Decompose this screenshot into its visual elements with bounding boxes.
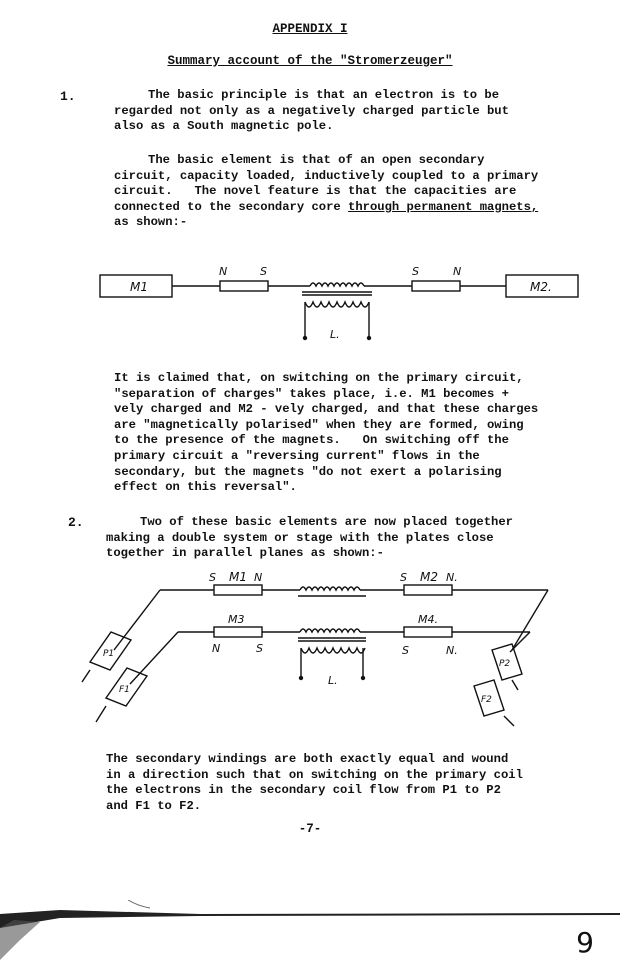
label-p1: P1 (103, 649, 115, 659)
section-1-paragraph-2 (114, 153, 538, 231)
handwritten-page-number: 9 (576, 926, 594, 959)
magnet-m1 (214, 585, 262, 595)
pole-label: S (400, 571, 407, 584)
text-line: as shown:- (114, 215, 188, 230)
pole-label: N (219, 265, 228, 278)
label-f1: F1 (119, 685, 130, 695)
text-line: secondary, but the magnets "do not exert a polarising (114, 464, 502, 479)
label-m1: M1 (130, 280, 148, 294)
label-m2: M2. (530, 280, 552, 294)
text-line: the electrons in the secondary coil flow from P1 to P2 (106, 783, 501, 798)
section-1-paragraph-3 (114, 371, 538, 496)
text-line: to the presence of the magnets. On switching off the (114, 433, 509, 448)
text-line (114, 200, 538, 216)
magnet-left (220, 281, 268, 291)
pole-label: S (209, 571, 216, 584)
magnet-right (412, 281, 460, 291)
text-line: regarded not only as a negatively charged particle but (114, 103, 509, 118)
pole-label: N (254, 571, 263, 584)
text-line: The basic principle is that an electron is to be (148, 88, 500, 102)
label-m1: M1 (229, 570, 247, 584)
underlined-text: through permanent magnets, (348, 199, 539, 214)
text-line: are "magnetically polarised" when they are formed, owing (114, 417, 524, 432)
section-1-paragraph-1 (114, 88, 509, 135)
subtitle: Summary account of the "Stromerzeuger" (167, 54, 453, 68)
coil-label: L. (330, 328, 340, 341)
text-line: circuit, capacity loaded, inductively coupled to a primary (114, 168, 539, 183)
section-2-number: 2. (68, 515, 84, 530)
label-p2: P2 (499, 659, 511, 669)
appendix-title: APPENDIX I (272, 22, 348, 36)
text-line: in a direction such that on switching on the primary coil (106, 767, 523, 782)
pole-label: S (402, 644, 409, 657)
text-segment: connected to the secondary core (114, 199, 349, 214)
text-line: also as a South magnetic pole. (114, 119, 334, 134)
pole-label: N (212, 642, 221, 655)
label-m4: M4. (418, 613, 438, 626)
primary-coil (305, 302, 369, 307)
text-line: making a double system or stage with the plates close (106, 530, 494, 545)
text-line: and F1 to F2. (106, 798, 202, 813)
section-2-paragraph-2 (106, 752, 523, 814)
magnet-m3 (214, 627, 262, 637)
coil-label: L. (328, 674, 338, 687)
scan-edge (0, 900, 620, 973)
diagram-double-system (0, 566, 620, 736)
text-line: "separation of charges" takes place, i.e. M1 becomes + (114, 386, 509, 401)
pole-label: S (256, 642, 263, 655)
pole-label: N. (446, 571, 458, 584)
text-line: It is claimed that, on switching on the primary circuit, (114, 371, 524, 385)
magnet-m2 (404, 585, 452, 595)
text-line: The secondary windings are both exactly equal and wound (106, 752, 509, 766)
label-f2: F2 (481, 695, 492, 705)
pole-label: N (453, 265, 462, 278)
upper-secondary-coil (300, 587, 360, 590)
section-1-number: 1. (60, 89, 76, 104)
pole-label: S (260, 265, 267, 278)
pole-label: N. (446, 644, 458, 657)
secondary-coil (310, 283, 364, 286)
text-line: vely charged and M2 - vely charged, and that these charges (114, 402, 539, 417)
text-line: together in parallel planes as shown:- (106, 546, 384, 561)
section-2-paragraph-1 (106, 515, 513, 562)
label-m2: M2 (420, 570, 438, 584)
text-line: Two of these basic elements are now placed together (140, 515, 513, 529)
pole-label: S (412, 265, 419, 278)
primary-coil (301, 648, 365, 653)
text-line: effect on this reversal". (114, 480, 297, 495)
page-number: -7- (298, 822, 322, 836)
text-line: primary circuit a "reversing current" flows in the (114, 448, 480, 463)
lower-secondary-coil (300, 629, 360, 632)
label-m3: M3 (228, 613, 245, 626)
text-line: The basic element is that of an open secondary (148, 153, 485, 167)
diagram-basic-element (0, 258, 620, 358)
magnet-m4 (404, 627, 452, 637)
text-line: circuit. The novel feature is that the capacities are (114, 184, 517, 199)
